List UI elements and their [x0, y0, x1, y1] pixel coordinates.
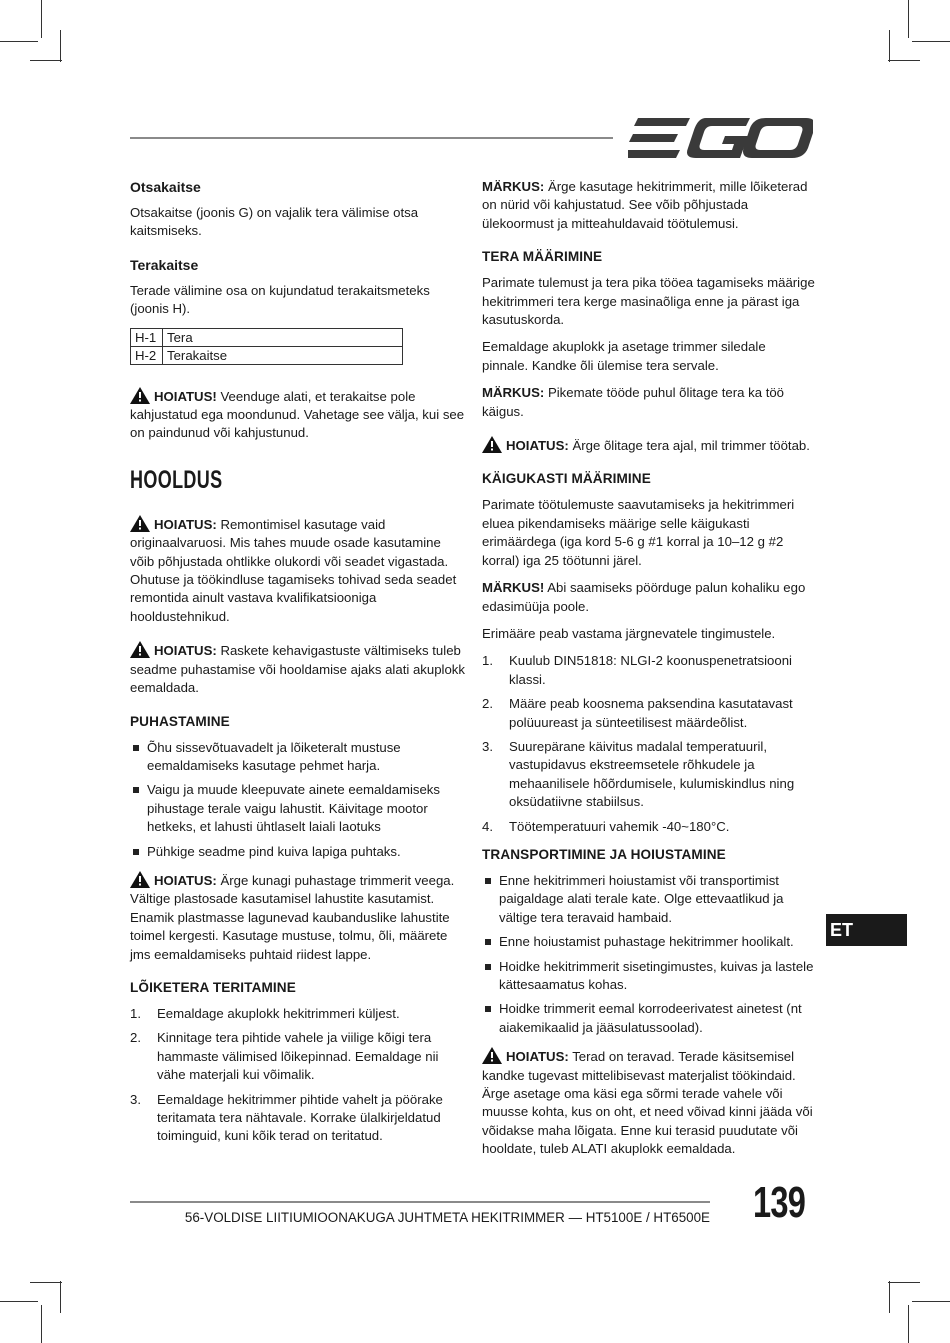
crop-mark: [888, 60, 920, 61]
list-item: Õhu sissevõtuavadelt ja lõiketeralt mustuse eemaldamiseks kasutage pehmet harja.: [130, 739, 465, 776]
item-text: Suurepärane käivitus madalal temperatuuril, vastupidavus ekstreemsetele rõhkudele ja mehaanilisele hõõrdumisele, kulumiskindlus ning oksüdatiivne stabiilsus.: [509, 738, 795, 810]
crop-mark: [30, 1282, 62, 1283]
note-block: [482, 579, 815, 616]
right-column: [482, 178, 815, 1168]
warning-text: Ärge kunagi puhastage trimmerit veega. Vältige plastosade kasutamisel lahustite kasutamist. Enamik plastmasse lagunevad kaubanduslike lahustite toimel kergesti. Kasutage mustuse, tolmu, õli, määrete jms eemaldamiseks puhtaid riidest lappe.: [130, 872, 455, 962]
ego-logo: [628, 116, 813, 160]
crop-mark: [41, 1305, 42, 1343]
warning-text: Veenduge alati, et terakaitse pole kahjustatud ega moondunud. Vahetage see välja, kui see on paindunud või kahjustunud.: [130, 388, 465, 441]
list-item: Enne hekitrimmeri hoiustamist või transportimist paigaldage alati terale kate. Olge ettevaatlikud ja vältige tera teravaid hambaid.: [482, 872, 815, 927]
warning-text: Ärge õlitage tera ajal, mil trimmer töötab.: [572, 438, 810, 454]
section-title: HOOLDUS: [130, 465, 223, 494]
note-text: Ärge kasutage hekitrimmerit, mille lõiketerad on nürid või kahjustatud. See võib põhjustada ülekoormust ja mitteahuldavaid töötulemusi.: [482, 179, 808, 231]
list-item: [130, 1091, 465, 1146]
left-column: [130, 178, 465, 1156]
item-number: 4.: [482, 818, 493, 834]
page-number: 139: [753, 1178, 806, 1227]
warning-triangle-icon: [130, 515, 150, 532]
warning-text: Remontimisel kasutage vaid originaalvaruosi. Mis tahes muude osade kasutamine võib põhjustada ohtlikke olukordi või seadet vigastada. Ohutuse ja töökindluse tagamiseks tohivad seda seadet remontida ainult vastava kvalifikatsiooniga hooldustehnikud.: [130, 516, 457, 624]
transport-list: [482, 872, 815, 1037]
warning-label: HOIATUS!: [154, 388, 217, 404]
item-number: 2.: [482, 696, 493, 712]
item-text: Töötemperatuuri vahemik -40~180°C.: [509, 818, 730, 834]
item-number: 3.: [482, 738, 493, 754]
note-text: Abi saamiseks pöörduge palun kohaliku ego edasimüüja poole.: [482, 580, 806, 614]
paragraph: Erimääre peab vastama järgnevatele tingimustele.: [482, 625, 776, 641]
warning-text: Raskete kehavigastuste vältimiseks tuleb seadme puhastamise või hooldamise ajaks alati akuplokk eemaldada.: [130, 643, 465, 696]
footer-rule: [130, 1201, 710, 1203]
warning-block: [482, 1047, 815, 1158]
kaigukast-heading: KÄIGUKASTI MÄÄRIMINE: [482, 471, 651, 487]
list-item: Hoidke trimmerit eemal korrodeerivatest ainetest (nt aiakemikaalid ja jääsulatussoolad).: [482, 1000, 815, 1037]
item-number: 3.: [130, 1091, 141, 1107]
paragraph: Parimate tulemust ja tera pika tööea tagamiseks määrige hekitrimmeri tera kerge masinaõliga enne ja pärast iga kasutuskorda.: [482, 275, 815, 328]
part-name: Terakaitse: [163, 346, 403, 364]
crop-mark: [60, 1281, 61, 1313]
warning-block: [130, 387, 465, 443]
list-item: [482, 695, 815, 732]
part-code: H-1: [131, 328, 163, 346]
list-item: Enne hoiustamist puhastage hekitrimmer hoolikalt.: [482, 933, 815, 951]
table-row: [131, 346, 403, 364]
warning-triangle-icon: [130, 641, 150, 658]
warning-label: HOIATUS:: [154, 643, 217, 659]
crop-mark: [0, 41, 38, 42]
warning-triangle-icon: [482, 1047, 502, 1064]
warning-label: HOIATUS:: [154, 872, 217, 888]
warning-block: [130, 641, 465, 697]
part-code: H-2: [131, 346, 163, 364]
item-number: 1.: [130, 1005, 141, 1021]
list-item: Vaigu ja muude kleepuvate ainete eemaldamiseks pihustage terale vaigu lahustit. Käivitage mootor hetkeks, et lahusti ühtlaselt laiali laotuks: [130, 781, 465, 836]
terakaitse-text: Terade välimine osa on kujundatud terakaitsmeteks (joonis H).: [130, 282, 430, 317]
crop-mark: [908, 1305, 909, 1343]
item-text: Määre peab koosnema paksendina kasutatavast polüuureast ja sünteetilisest määrdeõlist.: [509, 696, 793, 730]
item-number: 2.: [130, 1030, 141, 1046]
warning-block: [130, 515, 465, 626]
item-number: 1.: [482, 653, 493, 669]
puhastamine-list: [130, 739, 465, 861]
crop-mark: [912, 1301, 950, 1302]
list-item: [130, 1005, 465, 1023]
item-text: Kinnitage tera pihtide vahele ja viilige kõigi tera hammaste välimised lõikepinnad. Eemaldage nii vähe materjali kui võimalik.: [157, 1030, 439, 1083]
crop-mark: [889, 1281, 890, 1313]
teritamine-list: [130, 1005, 465, 1146]
list-item: [482, 738, 815, 812]
kaigukast-list: [482, 652, 815, 836]
item-text: Eemaldage akuplokk hekitrimmeri küljest.: [157, 1005, 400, 1021]
language-tab: ET: [826, 914, 907, 946]
warning-triangle-icon: [482, 436, 502, 453]
note-block: [482, 178, 815, 233]
transport-heading: TRANSPORTIMINE JA HOIUSTAMINE: [482, 846, 726, 862]
paragraph: Eemaldage akuplokk ja asetage trimmer siledale pinnale. Kandke õli ülemise tera servale.: [482, 339, 766, 373]
otsakaitse-heading: Otsakaitse: [130, 179, 201, 195]
note-block: [482, 384, 815, 421]
parts-table: [130, 328, 403, 365]
crop-mark: [0, 1301, 38, 1302]
otsakaitse-text: Otsakaitse (joonis G) on vajalik tera välimise otsa kaitsmiseks.: [130, 205, 419, 239]
list-item: [482, 818, 815, 836]
crop-mark: [30, 60, 62, 61]
crop-mark: [41, 0, 42, 38]
item-text: Eemaldage hekitrimmer pihtide vahelt ja pöörake teritamata tera nähtavale. Korrake ülalkirjeldatud toiminguid, kuni kõik terad on teritatud.: [157, 1091, 443, 1144]
teritamine-heading: LÕIKETERA TERITAMINE: [130, 979, 296, 995]
warning-triangle-icon: [130, 871, 150, 888]
table-row: [131, 328, 403, 346]
warning-block: [130, 871, 465, 964]
paragraph: Parimate töötulemuste saavutamiseks ja hekitrimmeri eluea pikendamiseks määrige selle käigukasti erimäärdega (iga kord 5-6 g #1 korral ja 10–12 g #2 korral) iga 25 töötunni järel.: [482, 497, 795, 568]
tera-heading: TERA MÄÄRIMINE: [482, 249, 603, 265]
note-label: MÄRKUS!: [482, 580, 545, 596]
warning-block: [482, 436, 815, 455]
puhastamine-heading: PUHASTAMINE: [130, 713, 230, 729]
warning-text: Terad on teravad. Terade käsitsemisel kandke tugevast mittelibisevast materjalist töökindaid. Ärge asetage oma käsi ega sõrmi terade vahele või muusse kohta, kus on oht, et need võivad kinni jääda või võidakse maha lõigata. Enne kui terasid puudutate või hooldate, tuleb ALATI akuplokk eemaldada.: [482, 1049, 813, 1157]
crop-mark: [60, 30, 61, 62]
header-rule: [130, 137, 613, 139]
warning-label: HOIATUS:: [506, 438, 569, 454]
note-label: MÄRKUS:: [482, 385, 545, 401]
item-text: Kuulub DIN51818: NLGI-2 koonuspenetratsiooni klassi.: [509, 653, 792, 687]
note-label: MÄRKUS:: [482, 179, 545, 194]
list-item: Hoidke hekitrimmerit sisetingimustes, kuivas ja lastele kättesaamatus kohas.: [482, 958, 815, 995]
crop-mark: [912, 41, 950, 42]
crop-mark: [889, 30, 890, 62]
list-item: [482, 652, 815, 689]
warning-label: HOIATUS:: [154, 516, 217, 532]
list-item: Pühkige seadme pind kuiva lapiga puhtaks.: [130, 843, 465, 861]
crop-mark: [888, 1282, 920, 1283]
crop-mark: [908, 0, 909, 38]
list-item: [130, 1029, 465, 1084]
part-name: Tera: [163, 328, 403, 346]
warning-label: HOIATUS:: [506, 1049, 569, 1065]
terakaitse-heading: Terakaitse: [130, 256, 199, 273]
note-text: Pikemate tööde puhul õlitage tera ka töö käigus.: [482, 385, 785, 419]
footer-title: 56-VOLDISE LIITIUMIOONAKUGA JUHTMETA HEKITRIMMER — HT5100E / HT6500E: [184, 1210, 710, 1225]
warning-triangle-icon: [130, 387, 150, 404]
